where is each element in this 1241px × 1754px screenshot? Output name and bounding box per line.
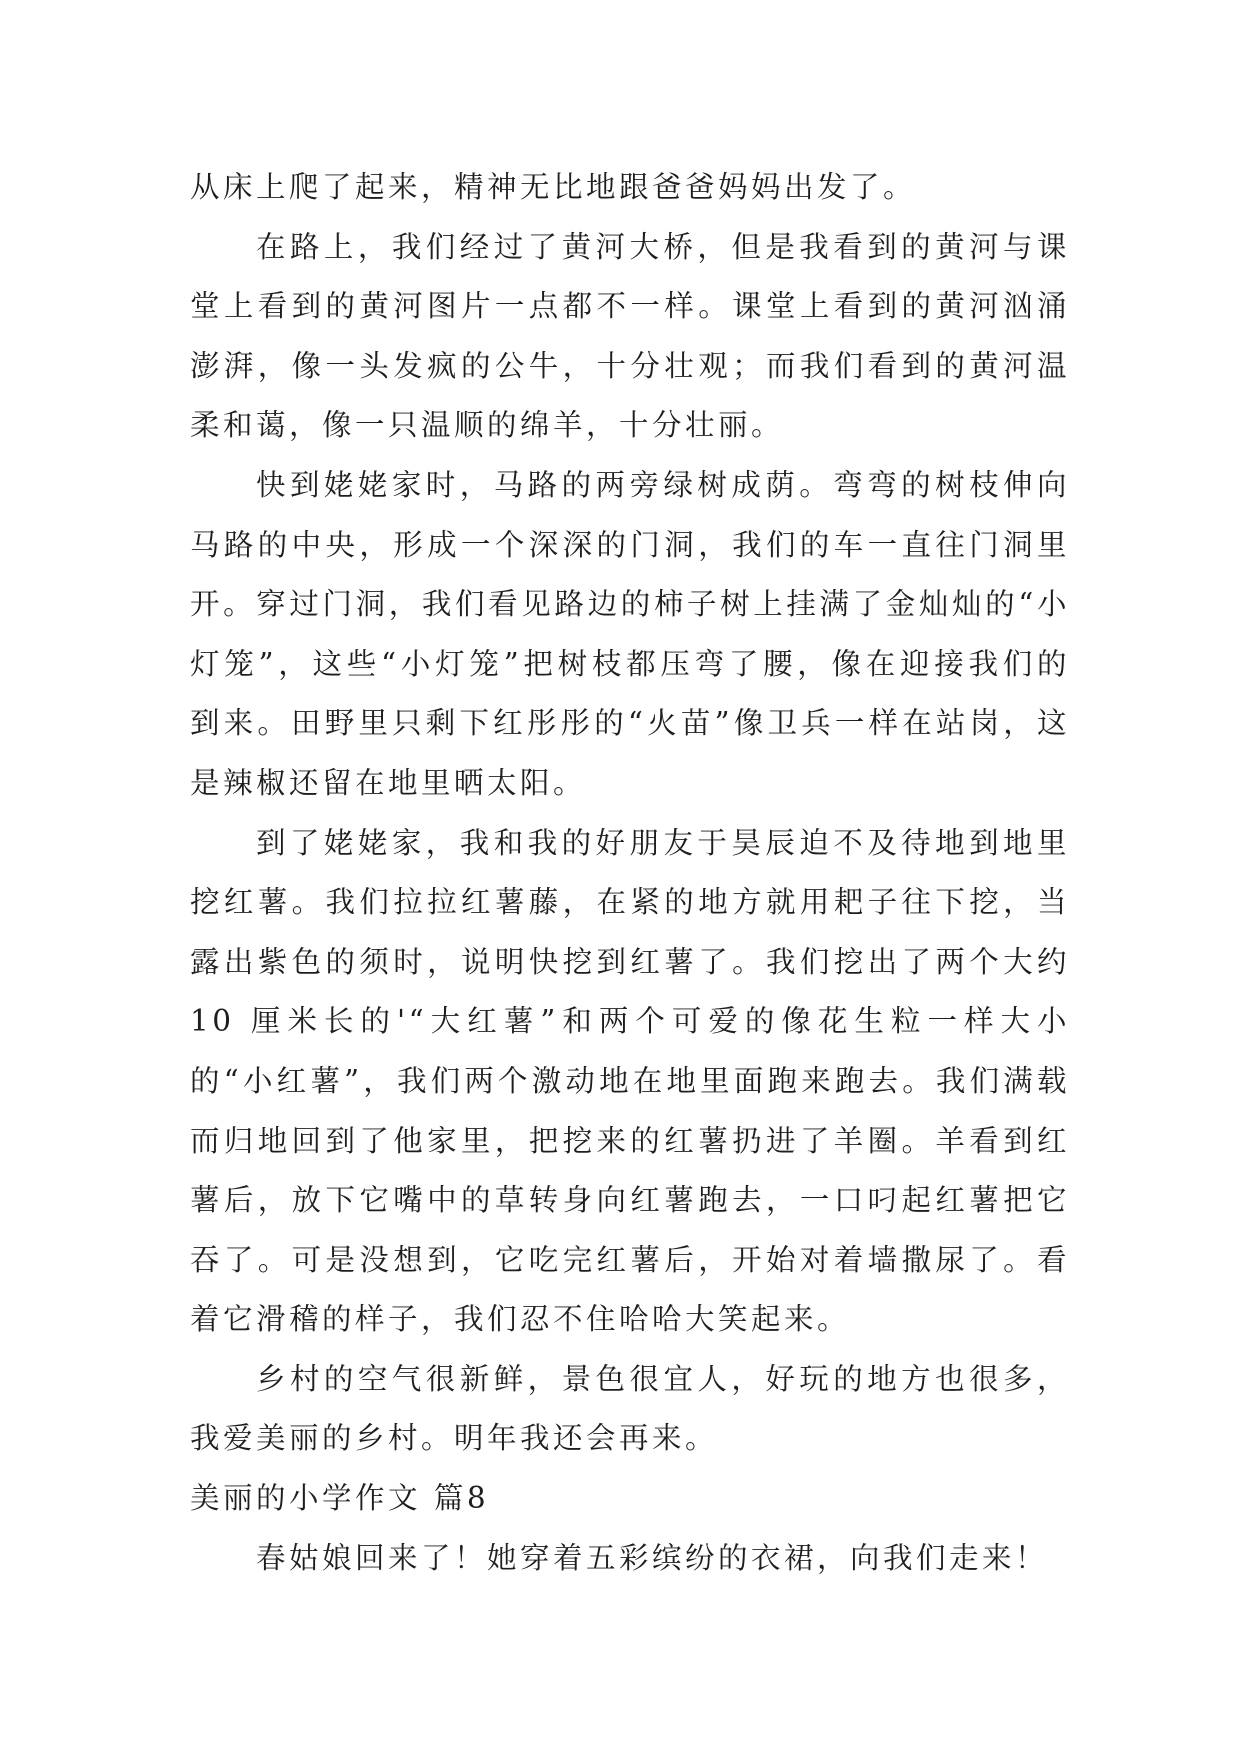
section-heading: 美丽的小学作文 篇8: [190, 1481, 490, 1516]
paragraph-3: 快到姥姥家时，马路的两旁绿树成荫。弯弯的树枝伸向马路的中央，形成一个深深的门洞，我们的车一直往门洞里开。穿过门洞，我们看见路边的柿子树上挂满了金灿灿的“小灯笼”，这些“小灯笼”把树枝都压弯了腰，像在迎接我们的到来。田野里只剩下红彤彤的“火苗”像卫兵一样在站岗，这是辣椒还留在地里晒太阳。: [190, 467, 1070, 800]
essay-body: [190, 158, 1070, 1588]
paragraph-5: 乡村的空气很新鲜，景色很宜人，好玩的地方也很多，我爱美丽的乡村。明年我还会再来。: [190, 1361, 1070, 1456]
paragraph-6: 春姑娘回来了！她穿着五彩缤纷的衣裙，向我们走来！: [256, 1540, 1049, 1575]
paragraph-2: 在路上，我们经过了黄河大桥，但是我看到的黄河与课堂上看到的黄河图片一点都不一样。课堂上看到的黄河汹涌澎湃，像一头发疯的公牛，十分壮观；而我们看到的黄河温柔和蔼，像一只温顺的绵羊，十分壮丽。: [190, 229, 1070, 443]
paragraph-1: 从床上爬了起来，精神无比地跟爸爸妈妈出发了。: [190, 170, 917, 204]
paragraph-4: 到了姥姥家，我和我的好朋友于昊辰迫不及待地到地里挖红薯。我们拉拉红薯藤，在紧的地方就用耙子往下挖，当露出紫色的须时，说明快挖到红薯了。我们挖出了两个大约10 厘米长的'“大红薯”和两个可爱的像花生粒一样大小的“小红薯”，我们两个激动地在地里面跑来跑去。我们满载而归地回到了他家里，把挖来的红薯扔进了羊圈。羊看到红薯后，放下它嘴中的草转身向红薯跑去，一口叼起红薯把它吞了。可是没想到，它吃完红薯后，开始对着墙撒尿了。看着它滑稽的样子，我们忍不住哈哈大笑起来。: [190, 825, 1070, 1337]
